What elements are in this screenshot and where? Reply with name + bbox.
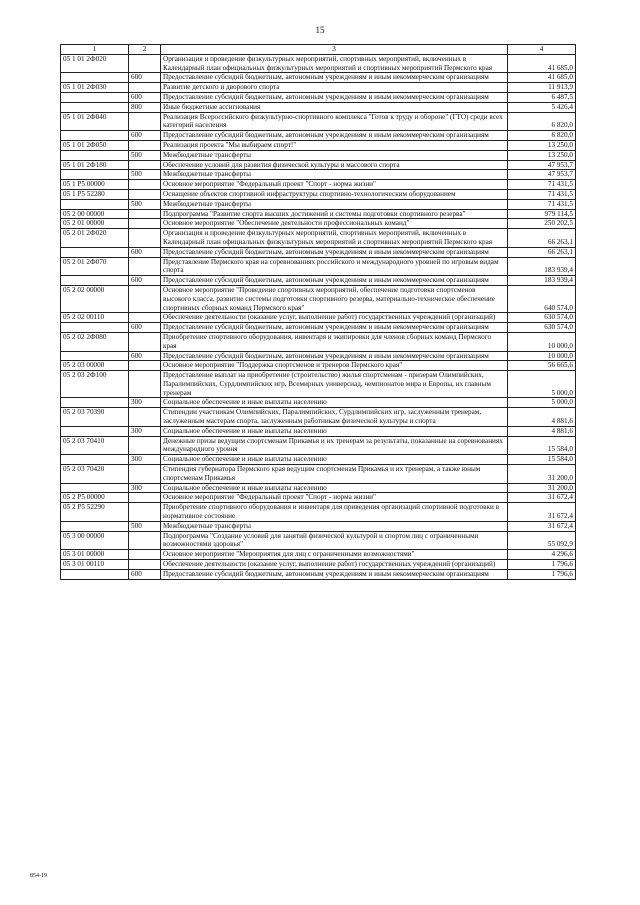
row-code-cell (61, 170, 129, 180)
row-type-cell: 800 (129, 102, 161, 112)
row-name-cell: Основное мероприятие "Федеральный проект "Спорт - норма жизни" (161, 493, 508, 503)
table-row (61, 503, 576, 522)
row-name-cell: Обеспечение условий для развития физической культуры и массового спорта (161, 160, 508, 170)
row-sum-cell: 56 665,6 (508, 361, 576, 371)
row-sum-cell: 250 202,5 (508, 219, 576, 229)
row-type-cell (129, 83, 161, 93)
table-row (61, 83, 576, 93)
table-row (61, 323, 576, 333)
row-code-cell (61, 150, 129, 160)
table-row (61, 436, 576, 455)
row-code-cell: 05 2 00 00000 (61, 209, 129, 219)
row-name-cell: Межбюджетные трансферты (161, 521, 508, 531)
row-sum-cell: 4 296,6 (508, 550, 576, 560)
row-sum-cell: 630 574,0 (508, 323, 576, 333)
row-sum-cell: 13 250,0 (508, 150, 576, 160)
table-header-row (61, 45, 576, 55)
row-name-cell: Предоставление субсидий бюджетным, автономным учреждениям и иным некоммерческим организациям (161, 276, 508, 286)
row-type-cell (129, 550, 161, 560)
table-row (61, 229, 576, 248)
row-name-cell: Подпрограмма "Развитие спорта высших достижений и системы подготовки спортивного резерва" (161, 209, 508, 219)
table-row (61, 54, 576, 73)
row-name-cell: Социальное обеспечение и иные выплаты населению (161, 455, 508, 465)
row-code-cell: 05 2 02 00110 (61, 313, 129, 323)
row-sum-cell: 5 000,0 (508, 371, 576, 398)
table-row (61, 398, 576, 408)
row-type-cell: 600 (129, 351, 161, 361)
table-row (61, 560, 576, 570)
row-sum-cell: 979 114,5 (508, 209, 576, 219)
table-row (61, 102, 576, 112)
table-row (61, 276, 576, 286)
table-row (61, 112, 576, 131)
row-type-cell: 600 (129, 92, 161, 102)
row-type-cell: 500 (129, 170, 161, 180)
row-code-cell (61, 102, 129, 112)
row-sum-cell: 47 953,7 (508, 170, 576, 180)
row-sum-cell: 15 584,0 (508, 455, 576, 465)
row-name-cell: Представление Пермского края на соревнованиях российского и международного уровней по игровым видам спорта (161, 257, 508, 276)
row-code-cell: 05 3 01 00000 (61, 550, 129, 560)
row-name-cell: Межбюджетные трансферты (161, 199, 508, 209)
row-sum-cell: 5 426,4 (508, 102, 576, 112)
row-sum-cell: 41 685,0 (508, 54, 576, 73)
table-row (61, 219, 576, 229)
table-row (61, 160, 576, 170)
row-code-cell (61, 92, 129, 102)
row-name-cell: Предоставление выплат на приобретение (строительство) жилья спортсменам - призерам Олимпийских, Паралимпийских, Сурдлимпийских игр, Всемирных универсиад, чемпионатов мира и Европы, их главным тренерам (161, 371, 508, 398)
row-type-cell: 600 (129, 323, 161, 333)
row-sum-cell: 183 939,4 (508, 257, 576, 276)
row-sum-cell: 4 881,6 (508, 408, 576, 427)
row-sum-cell: 1 796,6 (508, 560, 576, 570)
row-name-cell: Основное мероприятие "Федеральный проект "Спорт - норма жизни" (161, 180, 508, 190)
row-type-cell (129, 257, 161, 276)
row-type-cell: 300 (129, 455, 161, 465)
row-type-cell: 600 (129, 276, 161, 286)
table-row (61, 140, 576, 150)
row-name-cell: Реализация Всероссийского физкультурно-спортивного комплекса "Готов к труду и обороне" (ГТО) среди всех категорий населения (161, 112, 508, 131)
row-sum-cell: 31 672,4 (508, 503, 576, 522)
row-sum-cell: 71 431,5 (508, 180, 576, 190)
row-code-cell (61, 199, 129, 209)
row-code-cell (61, 426, 129, 436)
row-name-cell: Обеспечение деятельности (оказание услуг, выполнение работ) государственных учреждений (организаций) (161, 313, 508, 323)
row-code-cell (61, 323, 129, 333)
row-code-cell: 05 1 Р5 00000 (61, 180, 129, 190)
row-sum-cell: 31 200,0 (508, 465, 576, 484)
table-row (61, 455, 576, 465)
row-type-cell (129, 285, 161, 312)
row-type-cell (129, 209, 161, 219)
row-type-cell (129, 54, 161, 73)
header-col-2: 2 (129, 45, 161, 55)
row-type-cell: 500 (129, 150, 161, 160)
table-row (61, 73, 576, 83)
row-code-cell: 05 2 Р5 52290 (61, 503, 129, 522)
row-sum-cell: 15 584,0 (508, 436, 576, 455)
row-name-cell: Приобретение спортивного оборудования, инвентаря и экипировки для членов сборных команд Пермского края (161, 332, 508, 351)
row-sum-cell: 13 250,0 (508, 140, 576, 150)
row-type-cell: 600 (129, 131, 161, 141)
row-name-cell: Приобретение спортивного оборудования и инвентаря для приведения организаций спортивной подготовки в нормативное состояние (161, 503, 508, 522)
table-body (61, 54, 576, 579)
table-row (61, 257, 576, 276)
row-code-cell: 05 2 03 70410 (61, 436, 129, 455)
table-row (61, 550, 576, 560)
row-sum-cell: 66 263,1 (508, 247, 576, 257)
footer-code: 854-19 (30, 873, 47, 879)
row-code-cell (61, 483, 129, 493)
row-code-cell: 05 1 Р5 52280 (61, 189, 129, 199)
row-name-cell: Обеспечение деятельности (оказание услуг, выполнение работ) государственных учреждений (организаций) (161, 560, 508, 570)
row-sum-cell: 6 487,5 (508, 92, 576, 102)
table-row (61, 351, 576, 361)
row-name-cell: Социальное обеспечение и иные выплаты населению (161, 483, 508, 493)
table-row (61, 426, 576, 436)
row-name-cell: Предоставление субсидий бюджетным, автономным учреждениям и иным некоммерческим организациям (161, 92, 508, 102)
row-name-cell: Оснащение объектов спортивной инфраструктуры спортивно-технологическим оборудованием (161, 189, 508, 199)
table-row (61, 199, 576, 209)
row-sum-cell: 71 431,5 (508, 189, 576, 199)
row-name-cell: Основное мероприятие "Поддержка спортсменов и тренеров Пермского края" (161, 361, 508, 371)
row-type-cell (129, 531, 161, 550)
page-number: 15 (315, 25, 325, 35)
row-name-cell: Иные бюджетные ассигнования (161, 102, 508, 112)
row-name-cell: Основное мероприятие "Обеспечение деятельности профессиональных команд" (161, 219, 508, 229)
row-code-cell: 05 2 03 70390 (61, 408, 129, 427)
row-sum-cell: 10 000,0 (508, 332, 576, 351)
row-type-cell (129, 219, 161, 229)
row-type-cell (129, 112, 161, 131)
row-name-cell: Денежные призы ведущим спортсменам Прикамья и их тренерам за результаты, показанные на соревнованиях международного уровня (161, 436, 508, 455)
row-type-cell (129, 160, 161, 170)
table-row (61, 521, 576, 531)
table-row (61, 170, 576, 180)
table-row (61, 332, 576, 351)
row-code-cell: 05 1 01 2Ф020 (61, 54, 129, 73)
row-sum-cell: 66 263,1 (508, 229, 576, 248)
table-row (61, 209, 576, 219)
row-name-cell: Реализация проекта "Мы выбираем спорт!" (161, 140, 508, 150)
row-name-cell: Основное мероприятие "Проведение спортивных мероприятий, обеспечение подготовки спортсменов высокого класса, развитие системы подготовки спортивного резерва, материально-техническое обеспечение спортивных сборных команд Пермского края" (161, 285, 508, 312)
table-row (61, 313, 576, 323)
row-type-cell (129, 560, 161, 570)
row-sum-cell: 11 913,9 (508, 83, 576, 93)
table-row (61, 131, 576, 141)
row-sum-cell: 31 672,4 (508, 493, 576, 503)
row-sum-cell: 47 953,7 (508, 160, 576, 170)
row-code-cell: 05 2 03 70420 (61, 465, 129, 484)
row-code-cell: 05 1 01 2Ф180 (61, 160, 129, 170)
row-type-cell: 500 (129, 521, 161, 531)
table-row (61, 465, 576, 484)
row-type-cell (129, 361, 161, 371)
budget-table (60, 44, 576, 580)
row-code-cell: 05 3 01 00110 (61, 560, 129, 570)
row-name-cell: Предоставление субсидий бюджетным, автономным учреждениям и иным некоммерческим организациям (161, 569, 508, 579)
row-sum-cell: 4 881,6 (508, 426, 576, 436)
row-name-cell: Предоставление субсидий бюджетным, автономным учреждениям и иным некоммерческим организациям (161, 131, 508, 141)
row-type-cell: 500 (129, 199, 161, 209)
row-name-cell: Социальное обеспечение и иные выплаты населению (161, 398, 508, 408)
row-sum-cell: 71 431,5 (508, 199, 576, 209)
row-name-cell: Основное мероприятие "Мероприятия для лиц с ограниченными возможностями" (161, 550, 508, 560)
row-type-cell (129, 408, 161, 427)
table-row (61, 361, 576, 371)
table-row (61, 150, 576, 160)
row-code-cell: 05 2 01 2Ф020 (61, 229, 129, 248)
row-sum-cell: 1 796,6 (508, 569, 576, 579)
row-type-cell: 600 (129, 73, 161, 83)
table-row (61, 285, 576, 312)
row-sum-cell: 640 574,0 (508, 285, 576, 312)
row-sum-cell: 55 092,9 (508, 531, 576, 550)
row-name-cell: Стипендии участникам Олимпийских, Паралимпийских, Сурдлимпийских игр, заслуженным тренерам, заслуженным мастерам спорта, заслуженным работникам физической культуры и спорта (161, 408, 508, 427)
row-type-cell (129, 465, 161, 484)
row-sum-cell: 6 820,0 (508, 131, 576, 141)
row-code-cell: 05 2 01 00000 (61, 219, 129, 229)
header-col-4: 4 (508, 45, 576, 55)
row-type-cell (129, 436, 161, 455)
row-sum-cell: 183 939,4 (508, 276, 576, 286)
row-code-cell: 05 2 03 2Ф100 (61, 371, 129, 398)
header-col-3: 3 (161, 45, 508, 55)
table-row (61, 531, 576, 550)
row-name-cell: Организация и проведение физкультурных мероприятий, спортивных мероприятий, включенных в Календарный план официальных физкультурных мероприятий и спортивных мероприятий Пермского края (161, 229, 508, 248)
row-type-cell: 600 (129, 569, 161, 579)
row-name-cell: Стипендия губернатора Пермского края ведущим спортсменам Прикамья и их тренерам, а также юным спортсменам Прикамья (161, 465, 508, 484)
row-code-cell: 05 2 02 00000 (61, 285, 129, 312)
row-sum-cell: 5 000,0 (508, 398, 576, 408)
row-code-cell: 05 2 Р5 00000 (61, 493, 129, 503)
table-row (61, 569, 576, 579)
row-name-cell: Развитие детского и дворового спорта (161, 83, 508, 93)
row-type-cell: 600 (129, 247, 161, 257)
row-type-cell (129, 493, 161, 503)
row-code-cell (61, 73, 129, 83)
row-name-cell: Предоставление субсидий бюджетным, автономным учреждениям и иным некоммерческим организациям (161, 323, 508, 333)
table-row (61, 371, 576, 398)
table-row (61, 483, 576, 493)
row-type-cell (129, 332, 161, 351)
row-code-cell (61, 351, 129, 361)
row-name-cell: Предоставление субсидий бюджетным, автономным учреждениям и иным некоммерческим организациям (161, 351, 508, 361)
row-type-cell: 300 (129, 483, 161, 493)
row-type-cell (129, 140, 161, 150)
row-name-cell: Предоставление субсидий бюджетным, автономным учреждениям и иным некоммерческим организациям (161, 73, 508, 83)
row-name-cell: Межбюджетные трансферты (161, 170, 508, 180)
table-row (61, 180, 576, 190)
row-type-cell (129, 189, 161, 199)
row-name-cell: Межбюджетные трансферты (161, 150, 508, 160)
row-sum-cell: 10 000,0 (508, 351, 576, 361)
row-code-cell: 05 1 01 2Ф050 (61, 140, 129, 150)
row-code-cell (61, 569, 129, 579)
row-name-cell: Социальное обеспечение и иные выплаты населению (161, 426, 508, 436)
row-code-cell: 05 2 01 2Ф070 (61, 257, 129, 276)
row-code-cell (61, 521, 129, 531)
table-row (61, 189, 576, 199)
row-type-cell (129, 229, 161, 248)
row-sum-cell: 41 685,0 (508, 73, 576, 83)
row-type-cell (129, 503, 161, 522)
row-sum-cell: 630 574,0 (508, 313, 576, 323)
row-type-cell (129, 313, 161, 323)
row-name-cell: Подпрограмма "Создание условий для занятий физической культурой и спортом лиц с ограниченными возможностями здоровья" (161, 531, 508, 550)
row-code-cell: 05 2 02 2Ф080 (61, 332, 129, 351)
table-row (61, 92, 576, 102)
row-code-cell (61, 398, 129, 408)
row-name-cell: Предоставление субсидий бюджетным, автономным учреждениям и иным некоммерческим организациям (161, 247, 508, 257)
table-row (61, 247, 576, 257)
row-type-cell (129, 180, 161, 190)
row-sum-cell: 31 672,4 (508, 521, 576, 531)
row-type-cell: 300 (129, 398, 161, 408)
row-code-cell: 05 3 00 00000 (61, 531, 129, 550)
row-code-cell (61, 455, 129, 465)
row-type-cell (129, 371, 161, 398)
table-row (61, 493, 576, 503)
row-code-cell: 05 2 03 00000 (61, 361, 129, 371)
header-col-1: 1 (61, 45, 129, 55)
row-code-cell (61, 276, 129, 286)
row-sum-cell: 6 820,0 (508, 112, 576, 131)
row-code-cell (61, 247, 129, 257)
row-type-cell: 300 (129, 426, 161, 436)
row-code-cell (61, 131, 129, 141)
row-sum-cell: 31 200,0 (508, 483, 576, 493)
table-row (61, 408, 576, 427)
row-name-cell: Организация и проведение физкультурных мероприятий, спортивных мероприятий, включенных в Календарный план официальных физкультурных мероприятий и спортивных мероприятий Пермского края (161, 54, 508, 73)
row-code-cell: 05 1 01 2Ф040 (61, 112, 129, 131)
row-code-cell: 05 1 01 2Ф030 (61, 83, 129, 93)
